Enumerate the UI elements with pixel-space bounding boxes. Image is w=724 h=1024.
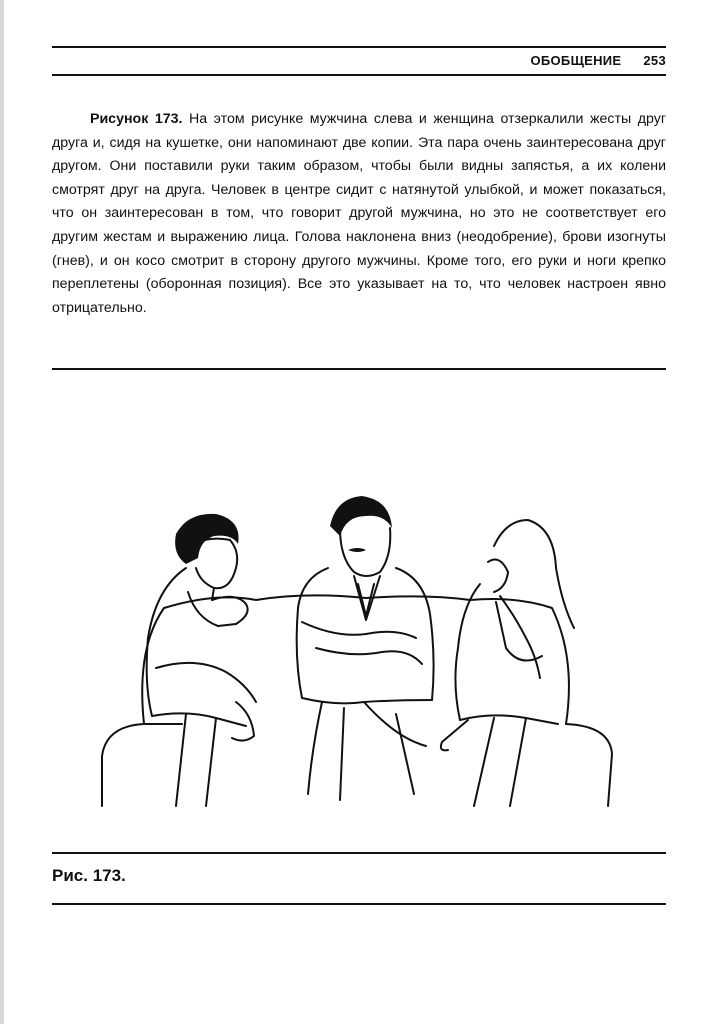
header-rule-bottom bbox=[52, 74, 666, 76]
figure-caption: Рис. 173. bbox=[52, 866, 126, 885]
section-title: ОБОБЩЕНИЕ bbox=[530, 53, 622, 68]
figure-divider-bottom bbox=[52, 903, 666, 905]
center-man bbox=[297, 496, 434, 800]
page-number: 253 bbox=[643, 53, 666, 68]
running-header bbox=[52, 53, 666, 68]
figure-reference: Рисунок 173. bbox=[90, 111, 183, 127]
description-text: На этом рисунке мужчина слева и женщина отзеркалили жесты друг друга и, сидя на кушетке, они напоминают две копии. Эта пара очень заинтересована друг другом. Они поставили руки таким образом, чтобы были видны запястья, а их колени смотрят друг на друга. Человек в центре сидит с натянутой улыбкой, и может показаться, что он заинтересован в том, что говорит другой мужчина, но это не соответствует его другим жестам и выражению лица. Голова наклонена вниз (неодобрение), брови изогнуты (гнев), и он косо смотрит в сторону другого мужчины. Кроме того, его руки и ноги крепко переплетены (оборонная позиция). Все это указывает на то, что человек настроен явно отрицательно. bbox=[52, 111, 666, 316]
figure-divider-top bbox=[52, 852, 666, 854]
header-rule-top bbox=[52, 46, 666, 48]
illustration bbox=[96, 488, 620, 818]
text-figure-divider bbox=[52, 368, 666, 370]
left-man bbox=[147, 514, 256, 806]
figure-description bbox=[52, 108, 666, 320]
right-woman bbox=[441, 520, 574, 806]
three-people-on-couch-drawing bbox=[96, 488, 620, 818]
scan-edge bbox=[0, 0, 4, 1024]
